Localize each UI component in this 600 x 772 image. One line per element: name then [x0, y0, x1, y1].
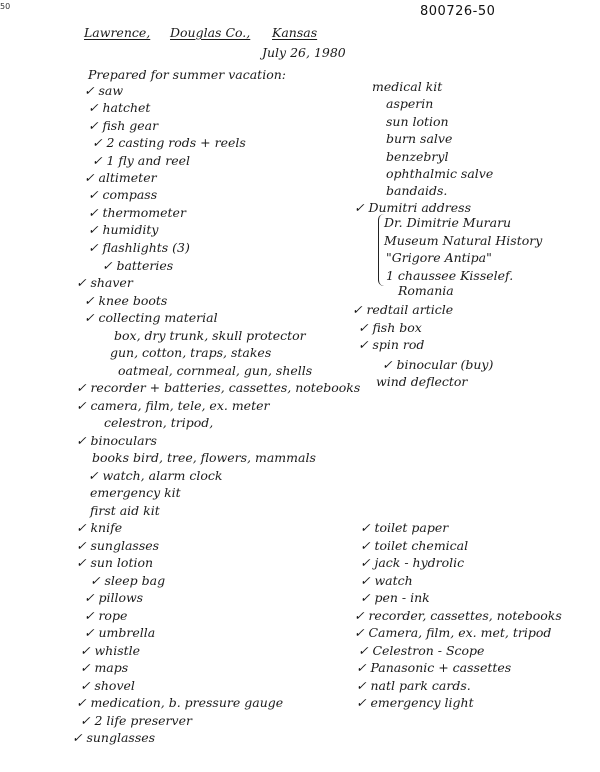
intro-line: Prepared for summer vacation: [88, 67, 286, 82]
left-list-item: ✓ knife [76, 520, 123, 535]
left-list-item: ✓ sunglasses [72, 730, 156, 745]
header-county: Douglas Co., [170, 25, 251, 40]
left-list-item: ✓ hatchet [88, 100, 151, 115]
right-bottom-list-item: ✓ toilet paper [360, 520, 449, 535]
left-list-item: ✓ umbrella [84, 625, 156, 640]
left-list-item: celestron, tripod, [104, 415, 214, 430]
right-bottom-list-item: ✓ natl park cards. [356, 678, 471, 693]
right-bottom-list-item: ✓ Celestron - Scope [358, 643, 485, 658]
left-list-item: ✓ saw [84, 83, 124, 98]
corner-mark: 50 [0, 2, 11, 11]
right-bottom-list-item: ✓ pen - ink [360, 590, 430, 605]
right-bottom-list-item: ✓ emergency light [356, 695, 474, 710]
left-list-item: books bird, tree, flowers, mammals [92, 450, 316, 465]
left-list-item: ✓ batteries [102, 258, 174, 273]
right-top-list-item: Romania [398, 283, 454, 298]
right-top-list-item: wind deflector [376, 374, 468, 389]
right-top-list-item: 1 chaussee Kisselef. [386, 268, 514, 283]
right-top-list-item: "Grigore Antipa" [386, 250, 492, 265]
right-top-list-item: asperin [386, 96, 434, 111]
right-bottom-list-item: ✓ Camera, film, ex. met, tripod [354, 625, 552, 640]
left-list-item: ✓ humidity [88, 222, 159, 237]
right-bottom-list-item: ✓ recorder, cassettes, notebooks [354, 608, 562, 623]
right-top-list-item: ✓ binocular (buy) [382, 357, 494, 372]
document-number: 800726-50 [420, 4, 496, 19]
left-list-item: ✓ binoculars [76, 433, 157, 448]
left-list-item: ✓ fish gear [88, 118, 159, 133]
right-top-list-item: ✓ Dumitri address [354, 200, 471, 215]
left-list-item: ✓ shaver [76, 275, 133, 290]
right-top-list-item: ✓ spin rod [358, 337, 425, 352]
left-list-item: gun, cotton, traps, stakes [110, 345, 272, 360]
left-list-item: box, dry trunk, skull protector [114, 328, 306, 343]
left-list-item: emergency kit [90, 485, 181, 500]
right-top-list-item: ✓ redtail article [352, 302, 454, 317]
left-list-item: ✓ 2 life preserver [80, 713, 192, 728]
left-list-item: ✓ thermometer [88, 205, 186, 220]
left-list-item: ✓ collecting material [84, 310, 218, 325]
left-list-item: ✓ camera, film, tele, ex. meter [76, 398, 270, 413]
left-list-item: ✓ maps [80, 660, 129, 675]
right-bottom-list-item: ✓ toilet chemical [360, 538, 469, 553]
right-top-list-item: benzebryl [386, 149, 449, 164]
left-list-item: ✓ whistle [80, 643, 141, 658]
left-list-item: ✓ medication, b. pressure gauge [76, 695, 284, 710]
left-list-item: ✓ shovel [80, 678, 135, 693]
left-list-item: ✓ knee boots [84, 293, 168, 308]
left-list-item: ✓ altimeter [84, 170, 157, 185]
address-bracket [378, 214, 385, 286]
right-top-list-item: burn salve [386, 131, 453, 146]
right-top-list-item: Museum Natural History [384, 233, 543, 248]
right-top-list-item: ✓ fish box [358, 320, 422, 335]
left-list-item: oatmeal, cornmeal, gun, shells [118, 363, 313, 378]
header-date: July 26, 1980 [262, 45, 346, 60]
left-list-item: ✓ pillows [84, 590, 144, 605]
left-list-item: ✓ sun lotion [76, 555, 154, 570]
left-list-item: ✓ flashlights (3) [88, 240, 190, 255]
left-list-item: first aid kit [90, 503, 160, 518]
right-top-list-item: medical kit [372, 79, 443, 94]
right-bottom-list-item: ✓ watch [360, 573, 413, 588]
right-top-list-item: sun lotion [386, 114, 449, 129]
right-bottom-list-item: ✓ jack - hydrolic [360, 555, 465, 570]
left-list-item: ✓ compass [88, 187, 158, 202]
left-list-item: ✓ sleep bag [90, 573, 166, 588]
header-city: Lawrence, [84, 25, 151, 40]
left-list-item: ✓ recorder + batteries, cassettes, notebooks [76, 380, 361, 395]
left-list-item: ✓ watch, alarm clock [88, 468, 223, 483]
right-bottom-list-item: ✓ Panasonic + cassettes [356, 660, 512, 675]
left-list-item: ✓ 1 fly and reel [92, 153, 190, 168]
left-list-item: ✓ 2 casting rods + reels [92, 135, 246, 150]
left-list-item: ✓ rope [84, 608, 128, 623]
left-list-item: ✓ sunglasses [76, 538, 160, 553]
header-state: Kansas [272, 25, 318, 40]
right-top-list-item: bandaids. [386, 183, 448, 198]
right-top-list-item: Dr. Dimitrie Muraru [384, 215, 512, 230]
right-top-list-item: ophthalmic salve [386, 166, 494, 181]
